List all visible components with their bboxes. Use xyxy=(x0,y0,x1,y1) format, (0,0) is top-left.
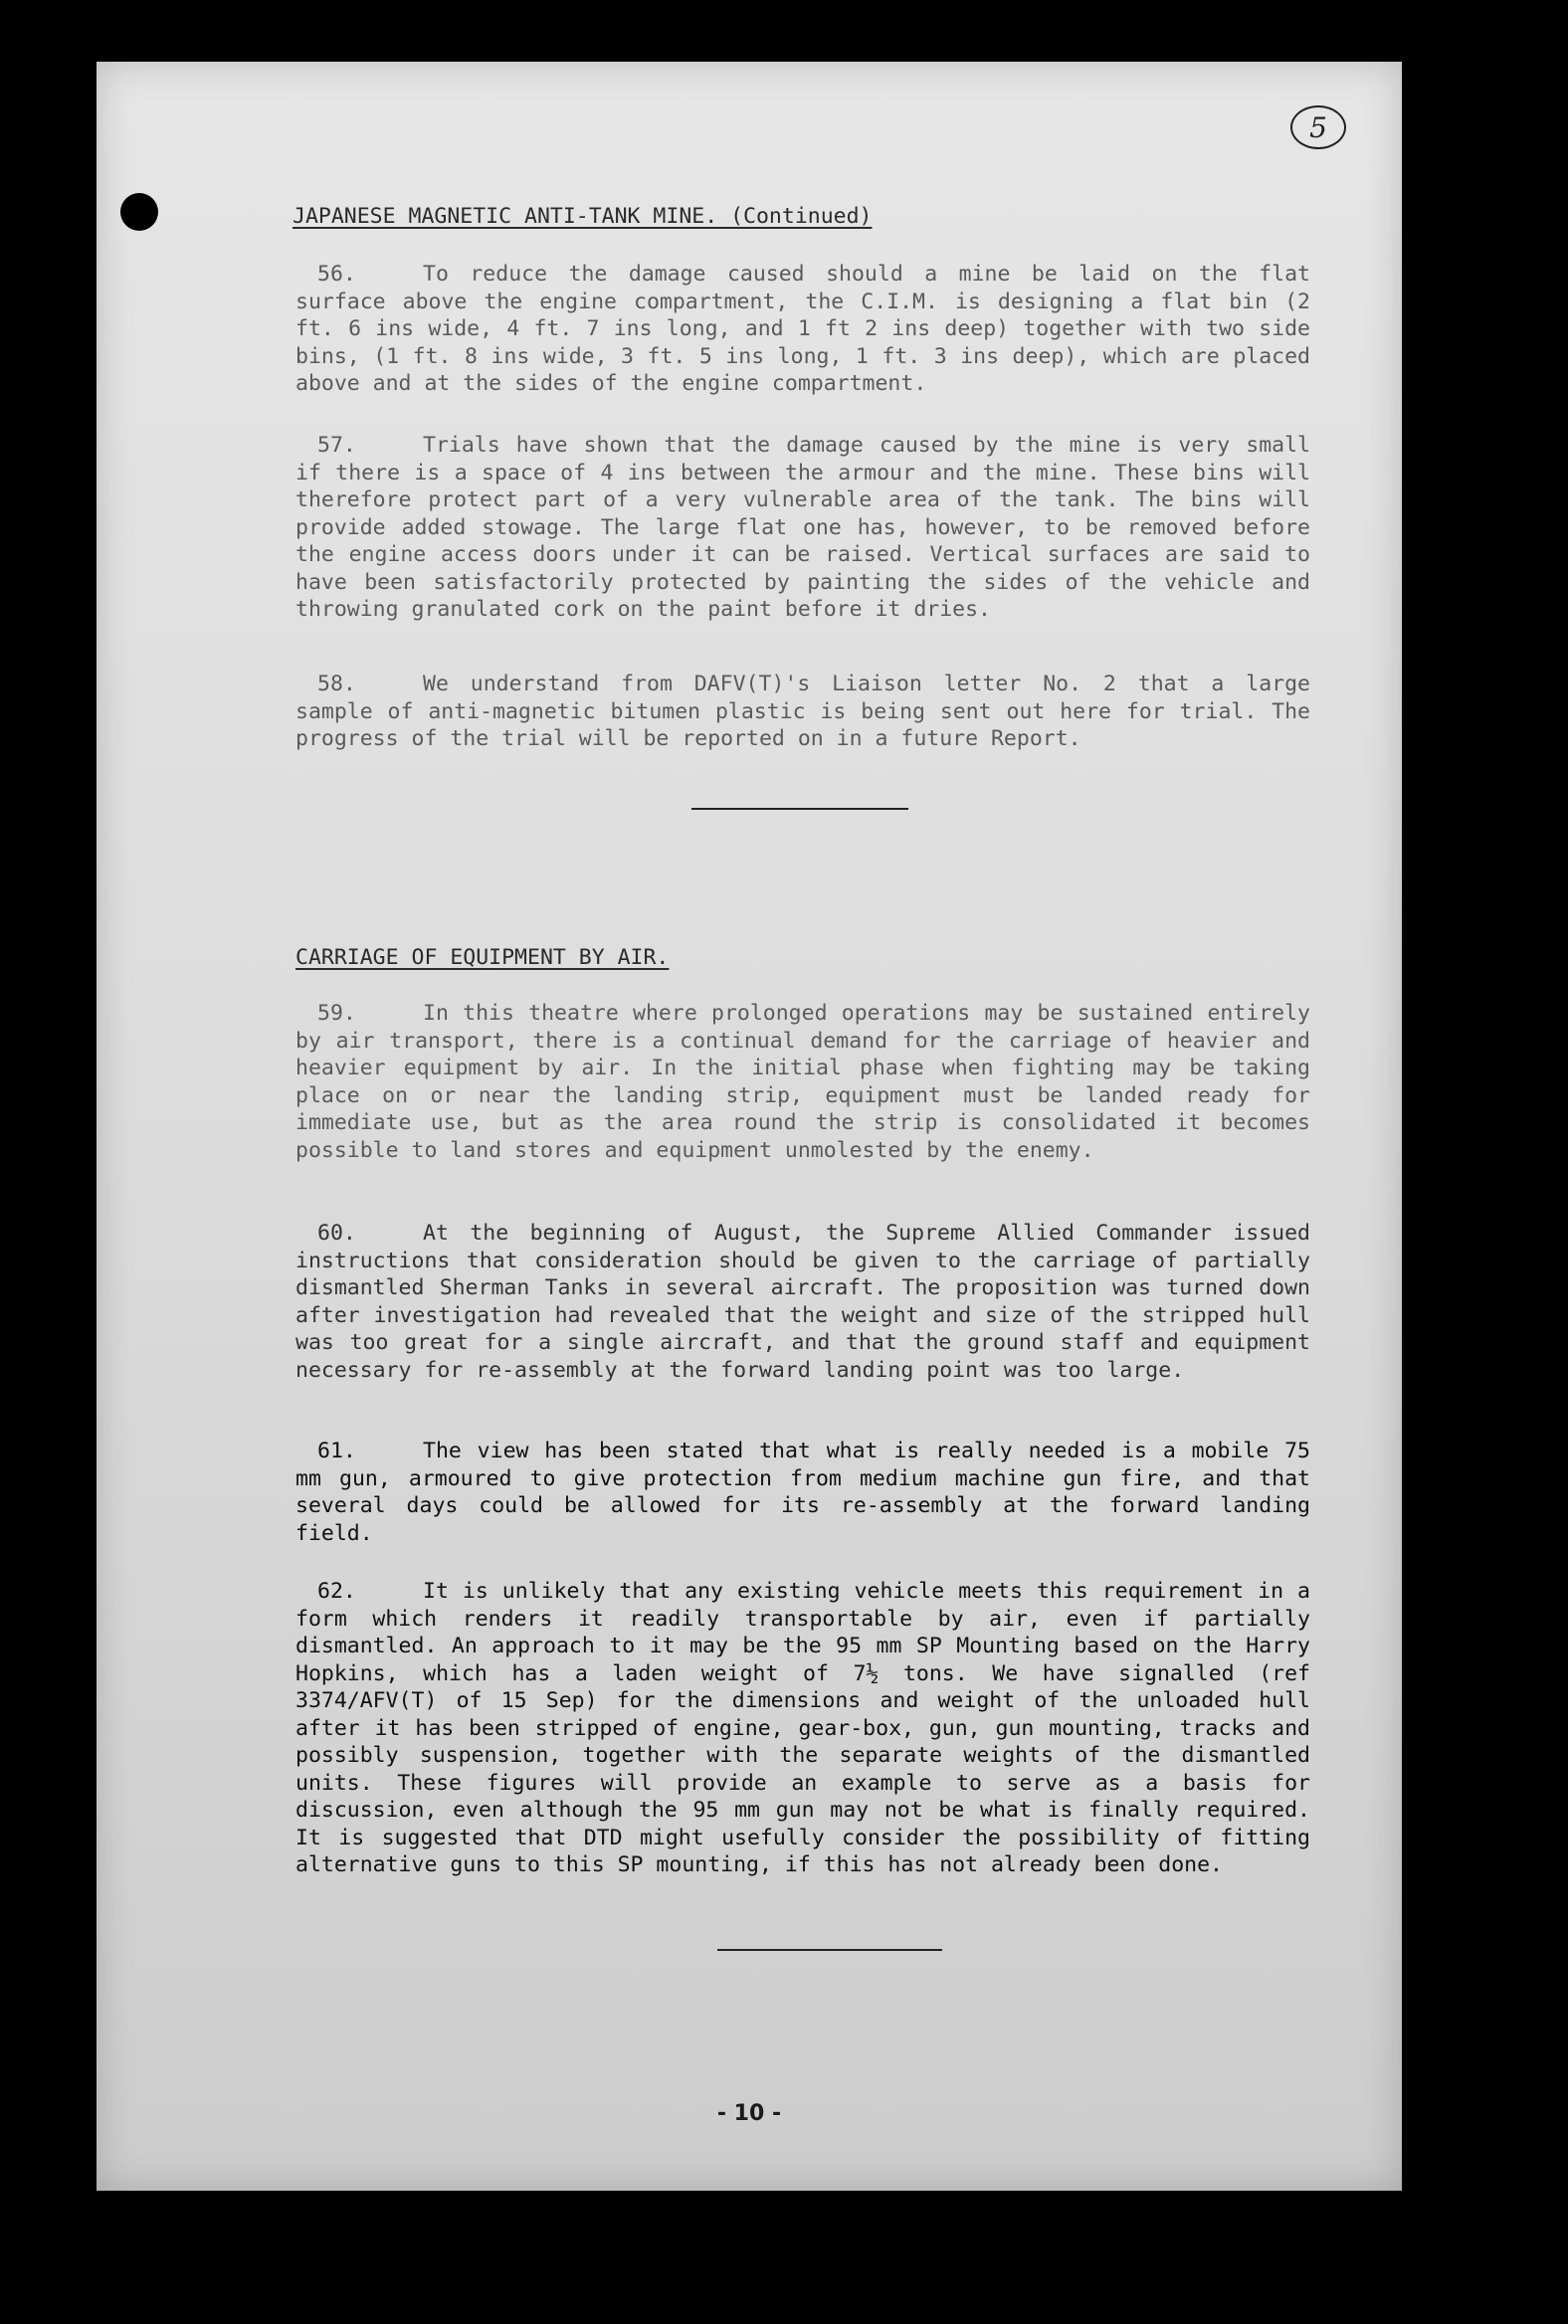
paragraph-number: 59. xyxy=(317,1001,356,1026)
paragraph-61 xyxy=(295,1438,1310,1547)
paragraph-text: The view has been stated that what is really needed is a mobile 75 mm gun, armoured to give protection from medium machine gun fire, and that several days could be allowed for its re-assembly at the forward landing field. xyxy=(295,1439,1310,1546)
page-number-marker: 5 xyxy=(1290,105,1346,149)
section-divider xyxy=(717,1949,942,1951)
paragraph-56 xyxy=(295,261,1310,398)
paragraph-number: 62. xyxy=(317,1579,356,1604)
paragraph-62 xyxy=(295,1578,1310,1879)
paragraph-number: 61. xyxy=(317,1439,356,1463)
paragraph-text: In this theatre where prolonged operations may be sustained entirely by air transport, there is a continual demand for the carriage of heavier and heavier equipment by air. In the initial phase when fighting may be taking place on or near the landing strip, equipment must be landed ready for immediate use, but as the area round the strip is consolidated it becomes possible to land stores and equipment unmolested by the enemy. xyxy=(295,1001,1310,1163)
paragraph-text: We understand from DAFV(T)'s Liaison letter No. 2 that a large sample of anti-magnetic bitumen plastic is being sent out here for trial. The progress of the trial will be reported on in a future Report. xyxy=(295,672,1310,751)
page-footer-number: - 10 - xyxy=(716,2101,782,2126)
section-divider xyxy=(691,808,908,810)
paragraph-number: 60. xyxy=(317,1221,356,1246)
paragraph-text: At the beginning of August, the Supreme Allied Commander issued instructions that consideration should be given to the carriage of partially dismantled Sherman Tanks in several aircraft. The proposition was turned down after investigation had revealed that the weight and size of the stripped hull was too great for a single aircraft, and that the ground staff and equipment necessary for re-assembly at the forward landing point was too large. xyxy=(295,1221,1310,1383)
paragraph-text: It is unlikely that any existing vehicle meets this requirement in a form which renders it readily transportable by air, even if partially dismantled. An approach to it may be the 95 mm SP Mounting based on the Harry Hopkins, which has a laden weight of 7½ tons. We have signalled (ref 3374/AFV(T) of 15 Sep) for the dimensions and weight of the unloaded hull after it has been stripped of engine, gear-box, gun, gun mounting, tracks and possibly suspension, together with the separate weights of the dismantled units. These figures will provide an example to serve as a basis for discussion, even although the 95 mm gun may not be what is finally required. It is suggested that DTD might usefully consider the possibility of fitting alternative guns to this SP mounting, if this has not already been done. xyxy=(295,1579,1310,1877)
section-heading-mine: JAPANESE MAGNETIC ANTI-TANK MINE. (Continued) xyxy=(293,204,873,229)
paragraph-text: To reduce the damage caused should a mine be laid on the flat surface above the engine compartment, the C.I.M. is designing a flat bin (2 ft. 6 ins wide, 4 ft. 7 ins long, and 1 ft 2 ins deep) together with two side bins, (1 ft. 8 ins wide, 3 ft. 5 ins long, 1 ft. 3 ins deep), which are placed above and at the sides of the engine compartment. xyxy=(295,262,1310,396)
paragraph-number: 58. xyxy=(317,672,356,696)
section-heading-air: CARRIAGE OF EQUIPMENT BY AIR. xyxy=(295,945,670,970)
paragraph-number: 56. xyxy=(317,262,356,287)
paragraph-57 xyxy=(295,432,1310,624)
paragraph-58 xyxy=(295,671,1310,753)
paragraph-number: 57. xyxy=(317,433,356,458)
paragraph-60 xyxy=(295,1220,1310,1384)
document-page xyxy=(97,62,1402,2191)
paragraph-59 xyxy=(295,1000,1310,1164)
paragraph-text: Trials have shown that the damage caused by the mine is very small if there is a space of 4 ins between the armour and the mine. These bins will therefore protect part of a very vulnerable area of the tank. The bins will provide added stowage. The large flat one has, however, to be removed before the engine access doors under it can be raised. Vertical surfaces are said to have been satisfactorily protected by painting the sides of the vehicle and throwing granulated cork on the paint before it dries. xyxy=(295,433,1310,622)
punch-hole xyxy=(120,193,158,231)
